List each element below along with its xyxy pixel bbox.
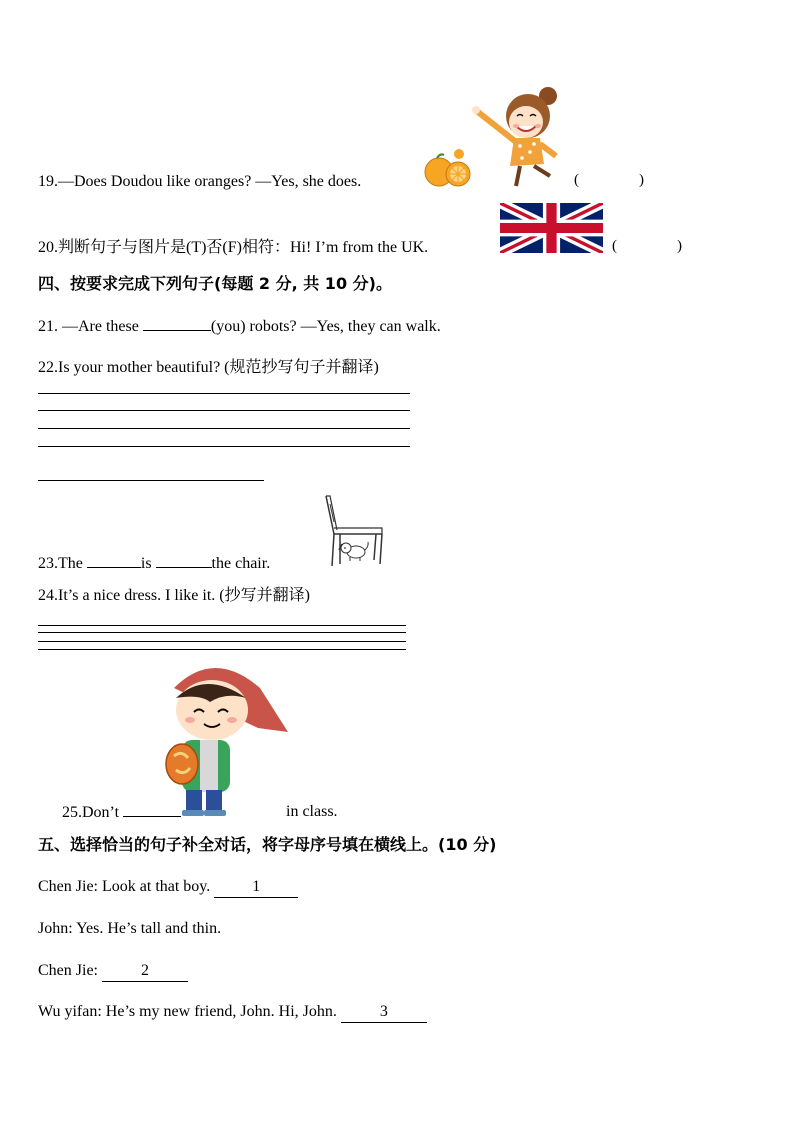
chair-with-dog-illustration xyxy=(320,494,386,568)
q20-answer-paren[interactable]: ( ) xyxy=(612,238,682,254)
q25-part2: in class. xyxy=(286,803,338,820)
q22-line[interactable] xyxy=(38,410,410,411)
oranges-illustration xyxy=(422,148,474,188)
q23-blank-1[interactable] xyxy=(87,553,141,568)
q21-part2: (you) robots? —Yes, they can walk. xyxy=(210,318,441,335)
uk-flag-icon xyxy=(500,203,603,253)
dialogue-answer-blank-1[interactable]: 1 xyxy=(214,877,298,898)
q19-answer-paren[interactable]: ( ) xyxy=(574,172,644,188)
girl-illustration xyxy=(470,84,570,188)
section-4-title: 四、按要求完成下列句子(每题 2 分, 共 10 分)。 xyxy=(38,274,392,293)
dialogue-text: Chen Jie: xyxy=(38,962,98,979)
dialogue-text: John: Yes. He’s tall and thin. xyxy=(38,920,222,937)
q22-line[interactable] xyxy=(38,428,410,429)
q24-line[interactable] xyxy=(38,632,406,633)
q24-line[interactable] xyxy=(38,625,406,626)
dialogue-text: Chen Jie: Look at that boy. xyxy=(38,878,211,895)
q22-line[interactable] xyxy=(38,480,264,481)
q24-line[interactable] xyxy=(38,641,406,642)
question-20: 20.判断句子与图片是(T)否(F)相符：Hi! I’m from the UK. xyxy=(38,239,429,256)
dialogue-answer-blank-2[interactable]: 2 xyxy=(102,961,188,982)
question-22: 22.Is your mother beautiful? (规范抄写句子并翻译) xyxy=(38,359,379,376)
q21-blank[interactable] xyxy=(143,316,211,331)
q24-line[interactable] xyxy=(38,649,406,650)
q21-part1: 21. —Are these xyxy=(38,318,139,335)
q22-line[interactable] xyxy=(38,393,410,394)
section-5-title: 五、选择恰当的句子补全对话，将字母序号填在横线上。(10 分) xyxy=(38,835,497,854)
q25-part1: 25.Don’t xyxy=(62,804,120,821)
dialogue-answer-blank-3[interactable]: 3 xyxy=(341,1002,427,1023)
question-21 xyxy=(38,316,441,337)
q25-blank[interactable] xyxy=(123,802,181,817)
question-24: 24.It’s a nice dress. I like it. (抄写并翻译) xyxy=(38,587,310,604)
question-25 xyxy=(62,802,181,823)
dialogue-line-1 xyxy=(38,877,298,898)
q22-line[interactable] xyxy=(38,446,410,447)
question-23 xyxy=(38,553,270,574)
question-19: 19.—Does Doudou like oranges? —Yes, she does. xyxy=(38,173,362,190)
dialogue-line-3 xyxy=(38,961,188,982)
dialogue-line-4 xyxy=(38,1002,427,1023)
q23-part1: 23.The xyxy=(38,555,83,572)
boy-with-ball-illustration xyxy=(160,660,290,818)
q23-part2: is xyxy=(140,555,152,572)
q23-part3: the chair. xyxy=(211,555,271,572)
dialogue-line-2 xyxy=(38,919,221,939)
dialogue-text: Wu yifan: He’s my new friend, John. Hi, John. xyxy=(38,1003,337,1020)
q23-blank-2[interactable] xyxy=(156,553,212,568)
